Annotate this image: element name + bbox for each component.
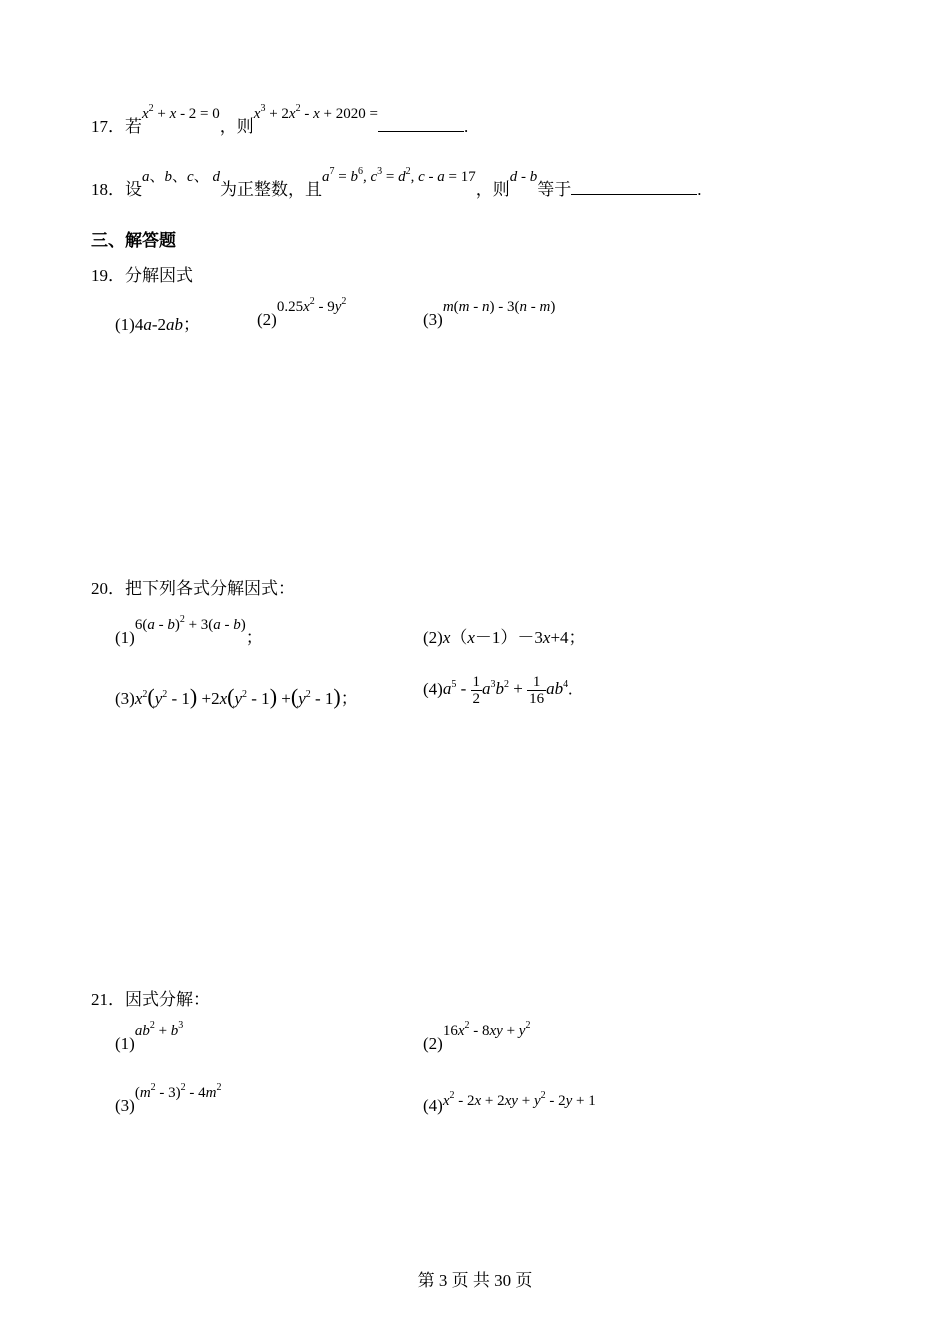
q21-part-2-expr: $16x^2 - 8xy + y^2$ bbox=[442, 1020, 531, 1039]
q20-part-4 bbox=[423, 674, 572, 707]
q18-equation: $a^7 = b^6$, $c^3 = d^2$, c - a = 17 bbox=[321, 166, 476, 185]
q17-then: ，则 bbox=[219, 117, 254, 136]
question-18 bbox=[91, 166, 702, 200]
q20-part-3-label: (3) bbox=[115, 689, 135, 708]
q18-variables: a、b、c、 d bbox=[142, 169, 220, 185]
q20-part-1-expr: 6(a - b)$^2$ + 3(a - b) bbox=[134, 614, 246, 633]
q19-part-2-expr: $0.25x^2 - 9y^2$ bbox=[276, 296, 347, 315]
q19-part-3-label: (3) bbox=[423, 310, 443, 329]
q21-part-1-label: (1) bbox=[115, 1034, 135, 1053]
q20-title: 20．把下列各式分解因式： bbox=[91, 579, 295, 598]
q17-equation-1: $x^2 + x - 2 = 0$ bbox=[142, 103, 220, 122]
q18-equals: 等于 bbox=[537, 180, 572, 199]
q20-part-3-end: ； bbox=[340, 689, 358, 708]
q20-part-3-expr: $x^2(y^2 - 1) +2x(y^2 - 1) +(y^2 - 1)$ bbox=[134, 684, 341, 709]
q20-part-1 bbox=[115, 614, 263, 648]
page-footer: 第 3 页 共 30 页 bbox=[417, 1271, 533, 1290]
q19-part-1: (1)4a-2ab； bbox=[115, 315, 200, 334]
q21-part-3 bbox=[115, 1082, 222, 1116]
q21-title: 21．因式分解： bbox=[91, 990, 210, 1009]
q21-part-3-label: (3) bbox=[115, 1096, 135, 1115]
q19-part-3 bbox=[423, 299, 556, 330]
q18-positive-int: 为正整数，且 bbox=[219, 180, 322, 199]
q21-part-2 bbox=[423, 1020, 531, 1054]
q21-part-1-expr: $ab^2 + b^3$ bbox=[134, 1020, 184, 1039]
section-heading: 三、解答题 bbox=[91, 231, 176, 250]
q20-part-1-label: (1) bbox=[115, 628, 135, 647]
q21-part-1 bbox=[115, 1020, 184, 1054]
q20-part-3 bbox=[115, 684, 358, 710]
q18-expression: d - b bbox=[509, 169, 538, 185]
q21-part-2-label: (2) bbox=[423, 1034, 443, 1053]
q19-part-2 bbox=[257, 296, 347, 330]
q20-part-4-end: . bbox=[568, 679, 573, 699]
q21-part-4-label: (4) bbox=[423, 1096, 443, 1115]
q17-number: 17． bbox=[91, 117, 125, 136]
q18-she: 设 bbox=[125, 180, 142, 199]
q21-part-3-expr: $(m^2 - 3)^2 - 4m^2$ bbox=[134, 1082, 222, 1101]
q20-part-1-end: ； bbox=[245, 628, 263, 647]
q20-part-4-expr: $a^5$ - $\frac{1}{2}$ $a^3b^2$ + $\frac{1}{16}$ $ab^4$ bbox=[442, 674, 569, 707]
q21-part-4 bbox=[423, 1090, 596, 1116]
q20-part-4-label: (4) bbox=[423, 679, 443, 699]
q18-end: . bbox=[697, 180, 702, 199]
q19-title: 19．分解因式 bbox=[91, 266, 193, 285]
q17-answer-blank[interactable] bbox=[378, 115, 464, 132]
q20-part-2: (2)x（x－1）－3x+4； bbox=[423, 628, 586, 647]
q19-part-3-expr: m(m - n) - 3(n - m) bbox=[442, 299, 556, 315]
q19-part-2-label: (2) bbox=[257, 310, 277, 329]
q17-end: . bbox=[463, 117, 469, 136]
q17-equation-2: $x^3 + 2x^2 - x + 2020$ = bbox=[253, 103, 378, 122]
q18-then: ，则 bbox=[475, 180, 510, 199]
q18-answer-blank[interactable] bbox=[571, 178, 697, 195]
q17-ruo: 若 bbox=[125, 117, 142, 136]
q21-part-4-expr: $x^2 - 2x + 2xy + y^2 - 2y + 1$ bbox=[442, 1090, 596, 1109]
q18-number: 18． bbox=[91, 180, 125, 199]
question-17 bbox=[91, 103, 469, 137]
